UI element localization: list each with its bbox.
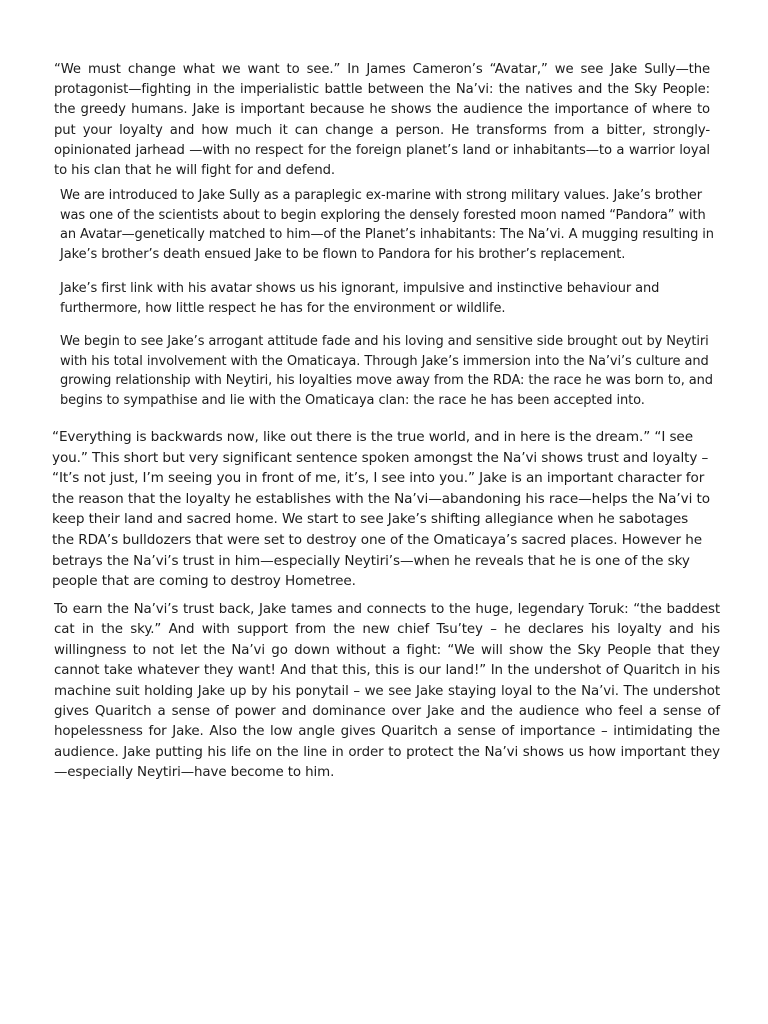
paragraph-first-link: Jake’s first link with his avatar shows us his ignorant, impulsive and instinctive behaviour and furthermore, how little respect he has for the environment or wildlife. bbox=[60, 281, 660, 316]
paragraph-introduction-jake: We are introduced to Jake Sully as a paraplegic ex-marine with strong military values. Jake’s brother was one of the scientists about to begin exploring the densely forested moon named “Pandora” with an Avatar—genetically matched to him—of the Planet’s inhabitants: The Na’vi. A mugging resulting in Jake’s brother’s death ensued Jake to be flown to Pandora for his brother’s replacement. bbox=[60, 188, 714, 262]
paragraph-attitude-change: We begin to see Jake’s arrogant attitude fade and his loving and sensitive side brought out by Neytiri with his total involvement with the Omaticaya. Through Jake’s immersion into the Na’vi’s culture and growing relationship with Neytiri, his loyalties move away from the RDA: the race he was born to, and begins to sympathise and lie with the Omaticaya clan: the race he has been accepted into. bbox=[60, 334, 713, 408]
paragraph-intro: “We must change what we want to see.” In James Cameron’s “Avatar,” we see Jake Sully—the protagonist—fighting in the imperialistic battle between the Na’vi: the natives and the Sky People: the greedy humans. Jake is important because he shows the audience the importance of where to put your loyalty and how much it can change a person. He transforms from a bitter, strongly-opinionated jarhead —with no respect for the foreign planet’s land or inhabitants—to a warrior loyal to his clan that he will fight for and defend. bbox=[54, 62, 710, 179]
paragraph-i-see-you: “Everything is backwards now, like out there is the true world, and in here is the dream.” “I see you.” This short but very significant sentence spoken amongst the Na’vi shows trust and loyalty – “It’s not just, I’m seeing you in front of me, it’s, I see into you.” Jake is an important character for the reason that the loyalty he establishes with the Na’vi—abandoning his race—helps the Na’vi to keep their land and sacred home. We start to see Jake’s shifting allegiance when he sabotages the RDA’s bulldozers that were set to destroy one of the Omaticaya’s sacred places. However he betrays the Na’vi’s trust in him—especially Neytiri’s—when he reveals that he is one of the sky people that are coming to destroy Hometree. bbox=[52, 429, 710, 590]
paragraph-toruk: To earn the Na’vi’s trust back, Jake tames and connects to the huge, legendary Toruk: “the baddest cat in the sky.” And with support from the new chief Tsu’tey – he declares his loyalty and his willingness to not let the Na’vi go down without a fight: “We will show the Sky People that they cannot take whatever they want! And that this, this is our land!” In the undershot of Quaritch in his machine suit holding Jake up by his ponytail – we see Jake staying loyal to the Na’vi. The undershot gives Quaritch a sense of power and dominance over Jake and the audience who feel a sense of hopelessness for Jake. Also the low angle gives Quaritch a sense of importance – intimidating the audience. Jake putting his life on the line in order to protect the Na’vi shows us how important they—especially Neytiri—have become to him. bbox=[54, 602, 720, 781]
